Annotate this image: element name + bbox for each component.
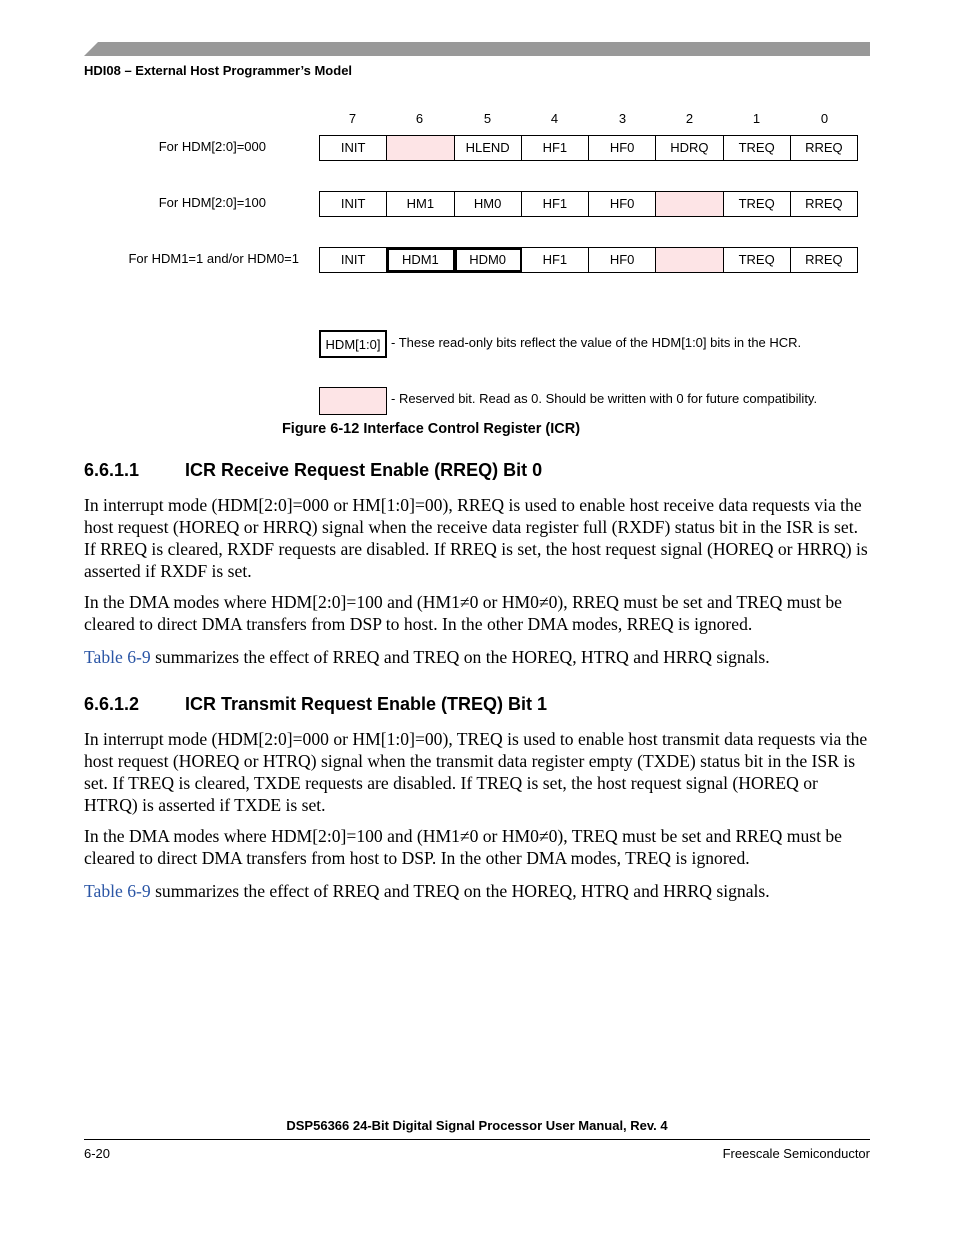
section-heading-treq <box>84 694 547 715</box>
section-title: ICR Receive Request Enable (RREQ) Bit 0 <box>185 460 543 480</box>
bit-number: 2 <box>685 111 694 126</box>
register-row-hdm-000 <box>319 135 858 161</box>
register-bit-cell: RREQ <box>805 140 843 155</box>
bit-number: 5 <box>483 111 492 126</box>
legend-reserved-text: - Reserved bit. Read as 0. Should be written with 0 for future compatibility. <box>391 391 818 406</box>
readonly-bit-cell: HDM0 <box>455 248 522 272</box>
register-bit-cell: HF0 <box>589 136 656 160</box>
reserved-bit-cell <box>387 136 454 160</box>
register-bit-cell: HF1 <box>522 248 589 272</box>
register-bit-cell: INIT <box>320 248 387 272</box>
paragraph-text: summarizes the effect of RREQ and TREQ on the HOREQ, HTRQ and HRRQ signals. <box>150 647 770 667</box>
register-bit-cell: RREQ <box>805 196 843 211</box>
register-bit-cell: TREQ <box>724 248 791 272</box>
register-row-label: For HDM1=1 and/or HDM0=1 <box>128 251 299 266</box>
register-bit-cell: INIT <box>320 136 387 160</box>
running-header-title: HDI08 – External Host Programmer’s Model <box>84 63 353 78</box>
section-number: 6.6.1.1 <box>84 460 140 480</box>
paragraph: In interrupt mode (HDM[2:0]=000 or HM[1:0]=00), RREQ is used to enable host receive data requests via the host request (HOREQ or HRRQ) signal when the receive data register full (RXDF) status bit in the ISR is set. If RREQ is cleared, RXDF requests are disabled. If RREQ is set, the host request signal (HOREQ or HRRQ) is asserted if RXDF is set. <box>84 495 868 581</box>
paragraph <box>84 646 870 668</box>
table-reference-link[interactable]: Table 6-9 <box>84 647 151 667</box>
paragraph <box>84 880 870 902</box>
paragraph: In the DMA modes where HDM[2:0]=100 and (HM1≠0 or HM0≠0), TREQ must be set and RREQ must be cleared to direct DMA transfers from host to DSP. In the other DMA modes, TREQ is ignored. <box>84 826 842 868</box>
reserved-bit-cell <box>656 192 723 216</box>
register-row-hdm-bits <box>319 247 858 273</box>
bit-number: 7 <box>348 111 357 126</box>
reserved-bit-cell <box>656 248 723 272</box>
section-heading-rreq <box>84 460 542 481</box>
bit-number: 1 <box>752 111 761 126</box>
register-bit-cell: HDRQ <box>656 136 723 160</box>
footer-manual-title: DSP56366 24-Bit Digital Signal Processor User Manual, Rev. 4 <box>286 1118 668 1133</box>
readonly-bit-cell: HDM1 <box>387 248 454 272</box>
register-bit-cell: TREQ <box>724 192 791 216</box>
register-bit-cell: HM0 <box>455 192 522 216</box>
bit-number: 0 <box>820 111 829 126</box>
section-number: 6.6.1.2 <box>84 694 140 714</box>
register-bit-cell: HF0 <box>589 192 656 216</box>
register-bit-cell: HF1 <box>522 136 589 160</box>
bit-number: 3 <box>618 111 627 126</box>
bit-number: 4 <box>550 111 559 126</box>
figure-caption-text: Figure 6-12 Interface Control Register (ICR) <box>281 421 581 437</box>
register-row-label: For HDM[2:0]=100 <box>158 195 266 210</box>
footer-company: Freescale Semiconductor <box>722 1146 870 1161</box>
register-bit-cell: HF0 <box>589 248 656 272</box>
paragraph: In interrupt mode (HDM[2:0]=000 or HM[1:0]=00), TREQ is used to enable host transmit data requests via the host request (HOREQ or HTRQ) signal when the transmit data register empty (TXDE) status bit in the ISR is set. If TREQ is cleared, TXDE requests are disabled. If TREQ is set, the host request signal (HOREQ or HTRQ) is asserted if TXDE is set. <box>84 729 868 815</box>
figure-caption <box>0 421 954 437</box>
register-row-hdm-100 <box>319 191 858 217</box>
register-bit-cell: INIT <box>320 192 387 216</box>
footer-page-number: 6-20 <box>84 1146 111 1161</box>
register-bit-cell: RREQ <box>805 252 843 267</box>
paragraph-text: summarizes the effect of RREQ and TREQ on the HOREQ, HTRQ and HRRQ signals. <box>150 881 770 901</box>
section-title: ICR Transmit Request Enable (TREQ) Bit 1 <box>185 694 548 714</box>
register-bit-cell: HF1 <box>522 192 589 216</box>
footer-divider <box>84 1139 870 1140</box>
legend-reserved-box <box>319 387 387 415</box>
table-reference-link[interactable]: Table 6-9 <box>84 881 151 901</box>
register-bit-cell: TREQ <box>724 136 791 160</box>
register-bit-cell: HM1 <box>387 192 454 216</box>
legend-readonly-box: HDM[1:0] <box>319 330 387 358</box>
legend-readonly-text: - These read-only bits reflect the value of the HDM[1:0] bits in the HCR. <box>391 335 802 350</box>
header-decorative-bar <box>84 42 870 56</box>
register-bit-cell: HLEND <box>455 136 522 160</box>
paragraph: In the DMA modes where HDM[2:0]=100 and (HM1≠0 or HM0≠0), RREQ must be set and TREQ must be cleared to direct DMA transfers from DSP to host. In the other DMA modes, RREQ is ignored. <box>84 592 842 634</box>
bit-number: 6 <box>415 111 424 126</box>
register-row-label: For HDM[2:0]=000 <box>158 139 266 154</box>
